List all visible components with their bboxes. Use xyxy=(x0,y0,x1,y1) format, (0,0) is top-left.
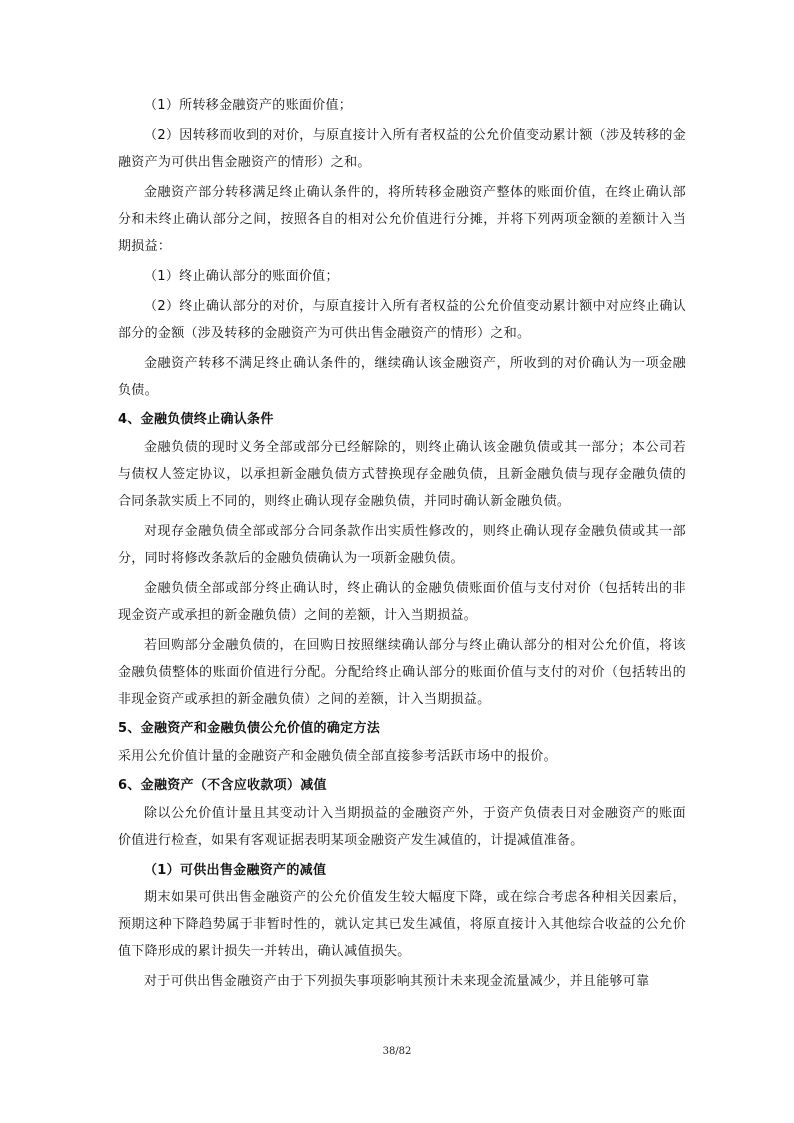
subsection-heading-afs-impairment: （1）可供出售金融资产的减值 xyxy=(144,863,327,878)
paragraph-liability-modification: 对现存金融负债全部或部分合同条款作出实质性修改的，则终止确认现存金融负债或其一部分，同时将修改条款后的金融负债确认为一项新金融负债。 xyxy=(118,524,686,566)
paragraph-liability-derecognition-difference: 金融负债全部或部分终止确认时，终止确认的金融负债账面价值与支付对价（包括转出的非现金资产或承担的新金融负债）之间的差额，计入当期损益。 xyxy=(118,581,686,623)
paragraph-partial-transfer: 金融资产部分转移满足终止确认条件的，将所转移金融资产整体的账面价值，在终止确认部分和未终止确认部分之间，按照各自的相对公允价值进行分摊，并将下列两项金额的差额计入当期损益： xyxy=(118,185,686,254)
paragraph-fair-value-method: 采用公允价值计量的金融资产和金融负债全部直接参考活跃市场中的报价。 xyxy=(118,749,557,764)
paragraph-impairment-overview: 除以公允价值计量且其变动计入当期损益的金融资产外，于资产负债表日对金融资产的账面价值进行检查，如果有客观证据表明某项金融资产发生减值的，计提减值准备。 xyxy=(118,806,686,848)
list-item-derecognized-consideration: （2）终止确认部分的对价，与原直接计入所有者权益的公允价值变动累计额中对应终止确认部分的金额（涉及转移的金融资产为可供出售金融资产的情形）之和。 xyxy=(118,299,686,341)
list-item-carrying-value: （1）所转移金融资产的账面价值； xyxy=(144,98,353,113)
section-heading-4: 4、金融负债终止确认条件 xyxy=(118,412,274,427)
paragraph-liability-obligation-discharged: 金融负债的现时义务全部或部分已经解除的，则终止确认该金融负债或其一部分；本公司若与债权人签定协议，以承担新金融负债方式替换现存金融负债，且新金融负债与现存金融负债的合同条款实质上不同的，则终止确认现存金融负债，并同时确认新金融负债。 xyxy=(118,440,686,509)
list-item-derecognized-carrying-value: （1）终止确认部分的账面价值； xyxy=(144,269,339,284)
page-number: 38/82 xyxy=(382,1046,412,1057)
paragraph-liability-repurchase: 若回购部分金融负债的，在回购日按照继续确认部分与终止确认部分的相对公允价值，将该金融负债整体的账面价值进行分配。分配给终止确认部分的账面价值与支付的对价（包括转出的非现金资产或承担的新金融负债）之间的差额，计入当期损益。 xyxy=(118,638,686,707)
page-body xyxy=(118,92,686,995)
paragraph-transfer-not-derecognized: 金融资产转移不满足终止确认条件的，继续确认该金融资产，所收到的对价确认为一项金融负债。 xyxy=(118,356,686,398)
paragraph-afs-fair-value-decline: 期末如果可供出售金融资产的公允价值发生较大幅度下降，或在综合考虑各种相关因素后，预期这种下降趋势属于非暂时性的，就认定其已发生减值，将原直接计入其他综合收益的公允价值下降形成的累计损失一并转出，确认减值损失。 xyxy=(118,890,686,959)
section-heading-6: 6、金融资产（不含应收款项）减值 xyxy=(118,778,327,793)
section-heading-5: 5、金融资产和金融负债公允价值的确定方法 xyxy=(118,721,381,736)
list-item-consideration-sum: （2）因转移而收到的对价，与原直接计入所有者权益的公允价值变动累计额（涉及转移的金融资产为可供出售金融资产的情形）之和。 xyxy=(118,128,686,170)
paragraph-afs-loss-events: 对于可供出售金融资产由于下列损失事项影响其预计未来现金流量减少，并且能够可靠 xyxy=(144,974,650,989)
